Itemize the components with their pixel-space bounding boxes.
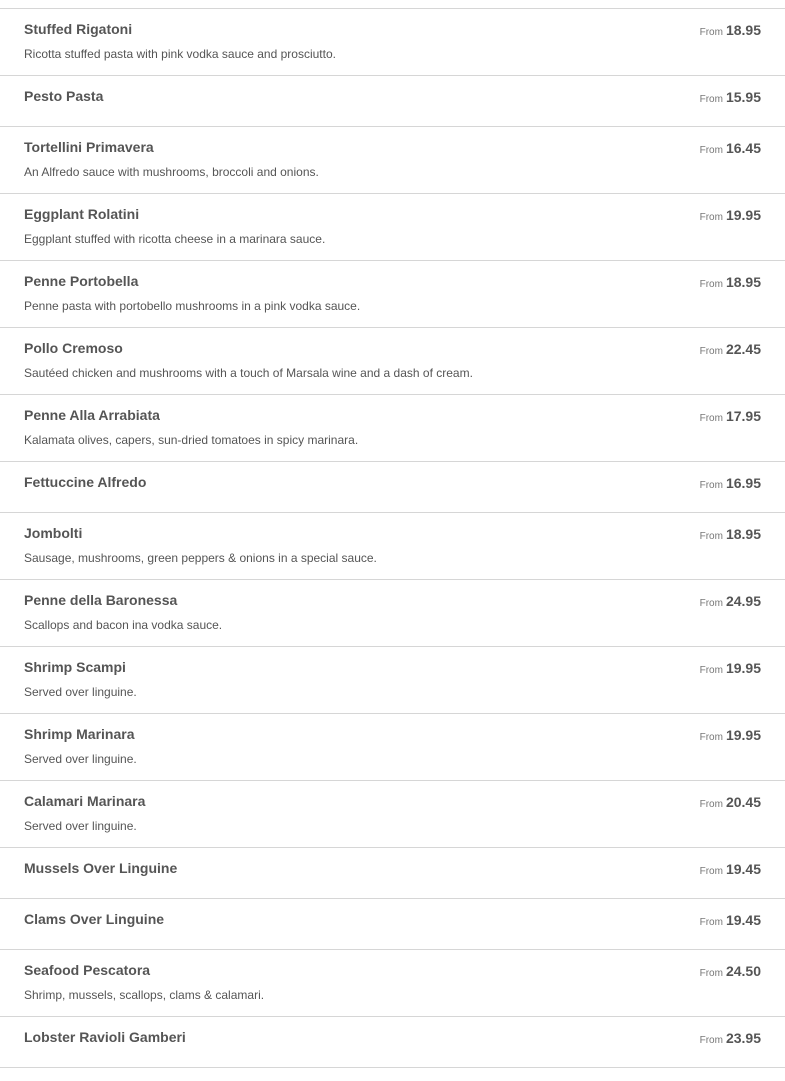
price-amount: 18.95 (725, 22, 761, 38)
menu-item[interactable] (0, 9, 785, 76)
menu-item-name: Stuffed Rigatoni (24, 21, 133, 37)
menu-item-description: Kalamata olives, capers, sun-dried tomatoes in spicy marinara. (24, 433, 359, 447)
menu-item[interactable] (0, 781, 785, 848)
menu-item-name: Pollo Cremoso (24, 340, 123, 356)
price-amount: 24.50 (725, 963, 761, 979)
menu-item-price (700, 274, 761, 292)
menu-item-description: Sausage, mushrooms, green peppers & onions in a special sauce. (24, 551, 377, 565)
menu-item-price (700, 794, 761, 812)
menu-item[interactable] (0, 127, 785, 194)
price-amount: 17.95 (725, 408, 761, 424)
price-amount: 19.95 (725, 207, 761, 223)
price-amount: 18.95 (725, 526, 761, 542)
menu-item-name: Penne della Baronessa (24, 592, 178, 608)
price-amount: 19.95 (725, 660, 761, 676)
menu-item-name: Shrimp Marinara (24, 726, 135, 742)
price-from-label: From (699, 145, 723, 156)
menu-item-price (700, 526, 761, 544)
menu-item[interactable] (0, 261, 785, 328)
menu-item-price (700, 207, 761, 225)
menu-item-price (700, 593, 761, 611)
menu-item-description: Ricotta stuffed pasta with pink vodka sauce and prosciutto. (24, 47, 336, 61)
menu-item-name: Mussels Over Linguine (24, 860, 178, 876)
price-amount: 20.45 (725, 794, 761, 810)
price-from-label: From (699, 413, 723, 424)
menu-item-name: Eggplant Rolatini (24, 206, 140, 222)
menu-item-price (700, 660, 761, 678)
menu-item[interactable] (0, 513, 785, 580)
menu-item-name: Penne Portobella (24, 273, 139, 289)
price-amount: 24.95 (725, 593, 761, 609)
menu-item[interactable] (0, 848, 785, 899)
menu-item-price (700, 408, 761, 426)
menu-item[interactable] (0, 462, 785, 513)
menu-item-price (700, 1030, 761, 1048)
menu-item-description: Shrimp, mussels, scallops, clams & calamari. (24, 988, 265, 1002)
price-amount: 19.45 (725, 861, 761, 877)
menu-item-price (700, 89, 761, 107)
menu-item-price (700, 912, 761, 930)
menu-item-name: Fettuccine Alfredo (24, 474, 147, 490)
price-from-label: From (699, 480, 723, 491)
menu-item-name: Calamari Marinara (24, 793, 146, 809)
price-from-label: From (699, 531, 723, 542)
menu-item-price (700, 341, 761, 359)
menu-item-description: Scallops and bacon ina vodka sauce. (24, 618, 223, 632)
menu-item[interactable] (0, 1017, 785, 1068)
menu-item-description: Served over linguine. (24, 752, 137, 766)
menu-item-description: An Alfredo sauce with mushrooms, broccoli and onions. (24, 165, 319, 179)
menu-item-name: Penne Alla Arrabiata (24, 407, 160, 423)
menu-item[interactable] (0, 580, 785, 647)
price-amount: 16.45 (725, 140, 761, 156)
menu-item-name: Tortellini Primavera (24, 139, 154, 155)
price-amount: 19.95 (725, 727, 761, 743)
price-amount: 18.95 (725, 274, 761, 290)
menu-item-description: Sautéed chicken and mushrooms with a touch of Marsala wine and a dash of cream. (24, 366, 473, 380)
price-amount: 19.45 (725, 912, 761, 928)
price-from-label: From (699, 94, 723, 105)
price-from-label: From (699, 598, 723, 609)
price-from-label: From (699, 866, 723, 877)
menu-item-name: Clams Over Linguine (24, 911, 165, 927)
menu-item-name: Jombolti (24, 525, 83, 541)
menu-item-description: Served over linguine. (24, 819, 137, 833)
price-from-label: From (699, 968, 723, 979)
price-amount: 22.45 (725, 341, 761, 357)
price-from-label: From (699, 917, 723, 928)
price-from-label: From (699, 279, 723, 290)
price-from-label: From (699, 212, 723, 223)
menu-item[interactable] (0, 647, 785, 714)
price-from-label: From (699, 732, 723, 743)
price-amount: 23.95 (725, 1030, 761, 1046)
menu-item-name: Seafood Pescatora (24, 962, 151, 978)
menu-item[interactable] (0, 950, 785, 1017)
price-from-label: From (699, 27, 723, 38)
price-from-label: From (699, 799, 723, 810)
menu-item-name: Pesto Pasta (24, 88, 104, 104)
menu-item[interactable] (0, 328, 785, 395)
price-from-label: From (699, 346, 723, 357)
menu-item-description: Penne pasta with portobello mushrooms in a pink vodka sauce. (24, 299, 361, 313)
price-amount: 16.95 (725, 475, 761, 491)
menu-item[interactable] (0, 714, 785, 781)
menu-item[interactable] (0, 899, 785, 950)
price-from-label: From (699, 665, 723, 676)
menu-item-name: Lobster Ravioli Gamberi (24, 1029, 186, 1045)
menu-item-description: Served over linguine. (24, 685, 137, 699)
menu-item-price (700, 140, 761, 158)
menu-item[interactable] (0, 194, 785, 261)
menu-item-price (700, 727, 761, 745)
menu-item-description: Eggplant stuffed with ricotta cheese in a marinara sauce. (24, 232, 326, 246)
price-amount: 15.95 (725, 89, 761, 105)
menu-item-price (700, 861, 761, 879)
menu-item-price (700, 963, 761, 981)
menu-item[interactable] (0, 76, 785, 127)
menu-item-price (700, 475, 761, 493)
menu-item-price (700, 22, 761, 40)
menu-item-name: Shrimp Scampi (24, 659, 126, 675)
price-from-label: From (699, 1035, 723, 1046)
menu-item[interactable] (0, 395, 785, 462)
